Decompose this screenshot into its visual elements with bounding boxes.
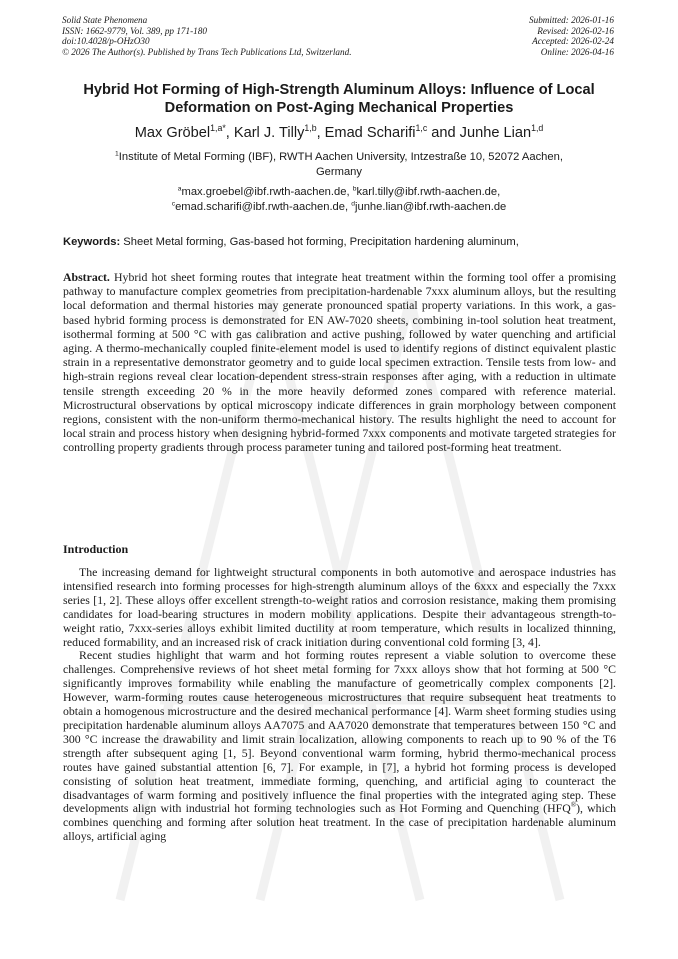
author-name: Emad Scharifi [324, 125, 416, 141]
keywords-label: Keywords: [63, 236, 121, 248]
email-link[interactable]: junhe.lian@ibf.rwth-aachen.de [354, 201, 507, 213]
keywords-line [63, 235, 617, 249]
abstract-label: Abstract. [63, 270, 110, 284]
author-name: Max Gröbel [134, 125, 211, 141]
email-link[interactable]: karl.tilly@ibf.rwth-aachen.de [356, 186, 498, 198]
author-name: Junhe Lian [459, 125, 532, 141]
author-affiliation-mark: 1,b [304, 123, 317, 134]
copyright-line: © 2026 The Author(s). Published by Trans Tech Publications Ltd, Switzerland. [62, 46, 352, 57]
author-affiliation-mark: 1,a* [210, 123, 226, 134]
paragraph: Recent studies highlight that warm and hot forming routes represent a viable solution to overcome these challenges. Comprehensive reviews of hot sheet metal forming for 7xxx alloys show that hot forming at 500 °C significantly improves formability while enabling the manufacture of geometrically complex components [2]. However, warm-forming routes cause heterogeneous microstructures that require subsequent heat treatments to obtain a homogenous microstructure and the desired mechanical performance [4]. Warm sheet forming studies using precipitation hardenable aluminum alloys AA7075 and AA7020 demonstrate that temperatures between 150 °C and 300 °C increase the drawability and limit strain localization, allowing components to reach up to 90 % of the T6 strength after subsequent aging [1, 5]. Beyond conventional warm forming, hybrid thermo-mechanical process routes have gained substantial attention [6, 7]. For example, in [7], a hybrid hot forming process is developed consisting of solution heat treatment, immediate forming, quenching, and artificial aging to counteract the disadvantages of warm forming and positively influence the final properties with the integrated aging step. These developments align with industrial hot forming technologies such as Hot Forming and Quenching (HFQ®), which combines quenching and forming after solution heat treatment. In the case of precipitation hardenable aluminum alloys, artificial aging [63, 648, 616, 844]
section-heading: Introduction [63, 542, 129, 556]
email-link[interactable]: emad.scharifi@ibf.rwth-aachen.de [175, 201, 346, 213]
keywords-text: Sheet Metal forming, Gas-based hot forming, Precipitation hardening aluminum, [120, 236, 519, 248]
journal-name: Solid State Phenomena [62, 15, 148, 25]
author-separator: , [316, 125, 325, 141]
email-link[interactable]: max.groebel@ibf.rwth-aachen.de [181, 186, 347, 198]
author-name: Karl J. Tilly [233, 125, 305, 141]
revised-date: Revised: 2026-02-16 [537, 25, 614, 36]
dates-header [529, 15, 614, 57]
registered-mark: ® [570, 801, 577, 810]
author-list [62, 124, 616, 142]
affiliation [110, 150, 568, 180]
online-date: Online: 2026-04-16 [540, 46, 614, 57]
affiliation-mark: 1 [115, 150, 119, 158]
paper-title: Hybrid Hot Forming of High-Strength Aluminum Alloys: Influence of Local Deformation on Post-Aging Mechanical Properties [83, 82, 595, 116]
submitted-date: Submitted: 2026-01-16 [529, 15, 614, 25]
affiliation-text: Institute of Metal Forming (IBF), RWTH Aachen University, Intzestraße 10, 52072 Aachen, Germany [118, 151, 563, 178]
author-affiliation-mark: 1,d [531, 123, 544, 134]
paragraph: The increasing demand for lightweight structural components in both automotive and aerospace industries has intensified research into forming processes for high-strength aluminum alloys of the 6xxx and especially the 7xxx series [1, 2]. These alloys offer excellent strength-to-weight ratios and corrosion resistance, making them promising candidates for load-bearing structures in modern mobility applications. Despite their advantageous strength-to-weight ratio, 7xxx-series alloys exhibit limited ductility at room temperature, which results in localized thinning, reduced formability, and an increased risk of crack initiation during conventional cold forming [3, 4]. [63, 565, 616, 649]
abstract-text: Hybrid hot sheet forming routes that integrate heat treatment within the forming tool offer a promising pathway to manufacture complex geometries from precipitation-hardenable 7xxx aluminum alloys, but the resulting local deformation and thermal histories may generate pronounced spatial property variations. In this work, a gas-based hybrid forming process is demonstrated for EN AW-7020 sheets, combining in-tool solution heat treatment, isothermal forming at 500 °C with gas calibration and active pushing, followed by water quenching and artificial aging. A thermo-mechanically coupled finite-element model is used to identify regions of distinct equivalent plastic strain in a representative demonstrator geometry and to guide local specimen extraction. Tensile tests from low- and high-strain regions reveal clear location-dependent stress-strain responses after aging, with a reduction in ultimate tensile strength exceeding 20 % in the more heavily deformed zones compared with reference material. Microstructural observations by optical microscopy indicate differences in grain morphology between component regions, consistent with the non-uniform thermo-mechanical history. The results highlight the need to account for local strain and process history when designing hybrid-formed 7xxx components and motivate targeted strategies for controlling property gradients through process parameter tuning and tailored post-forming heat treatment. [63, 270, 616, 455]
introduction-body [63, 566, 616, 844]
author-and: and [427, 125, 460, 141]
author-separator: , [225, 125, 234, 141]
journal-header [62, 15, 352, 57]
accepted-date: Accepted: 2026-02-24 [532, 36, 614, 47]
email-list: $^a$max.groebel@ibf.rwth-aachen.de, $^b$karl.tilly@ibf.rwth-aachen.de, $^c$emad.scharifi@ibf.rwth-aachen.de, $^d$junhe.lian@ibf.rwth-aachen.de [171, 185, 507, 213]
email-mark: c [171, 200, 176, 208]
email-mark: d [351, 200, 355, 208]
email-mark: b [352, 185, 357, 193]
abstract [63, 270, 616, 455]
issn-line: ISSN: 1662-9779, Vol. 389, pp 171-180 [62, 25, 207, 36]
author-affiliation-mark: 1,c [415, 123, 428, 134]
doi-link[interactable]: doi:10.4028/p-OHzO30 [62, 36, 150, 47]
email-mark: a [177, 185, 182, 193]
